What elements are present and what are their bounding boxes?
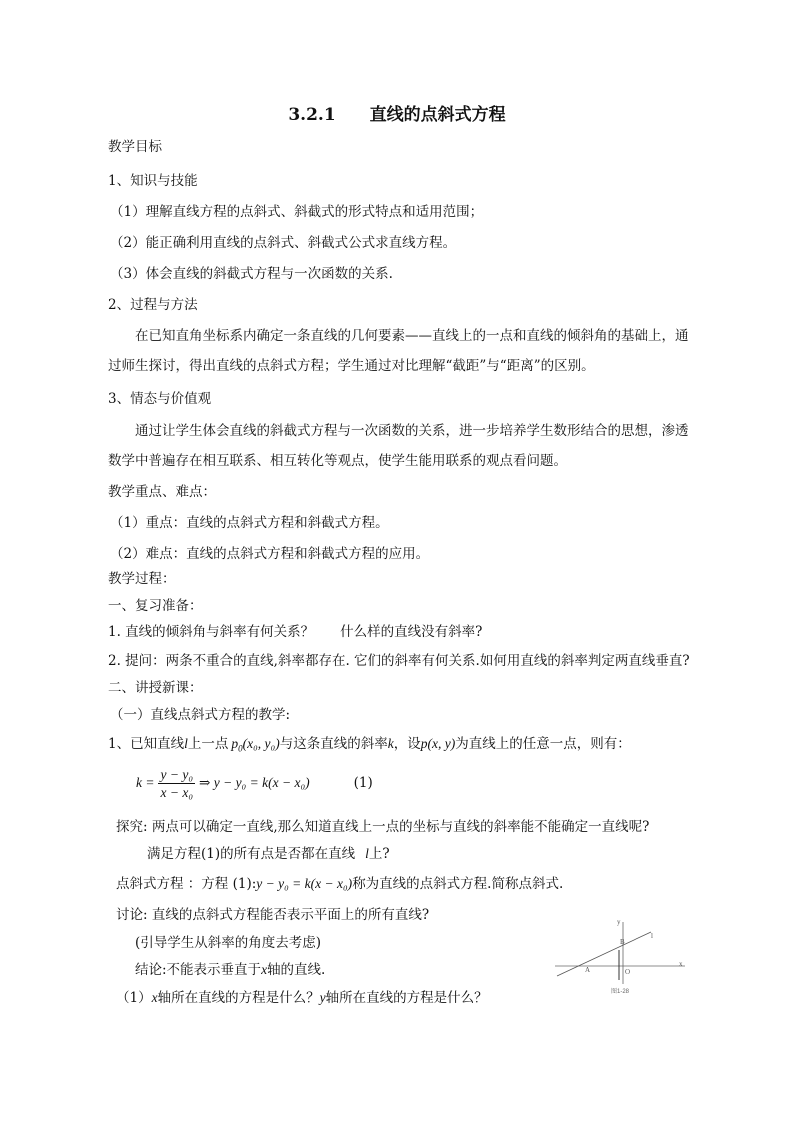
values-para-1: 通过让学生体会直线的斜截式方程与一次函数的关系，进一步培养学生数形结合的思想，渗透: [135, 423, 689, 439]
point-slope-definition: 点斜式方程 ：方程 (1):y − y₀ = k(x − x₀)称为直线的点斜式方程.简称点斜式.: [116, 876, 564, 892]
slope-fraction: $\frac{\text{y − y₀}}{\text{x − x₀}}$: [160, 767, 194, 800]
axis-question: （1）x轴所在直线的方程是什么？y轴所在直线的方程是什么？: [116, 990, 488, 1006]
math-l: l: [184, 736, 188, 751]
coordinate-figure: [555, 914, 695, 996]
objective-3: （3）体会直线的斜截式方程与一次函数的关系.: [110, 266, 393, 282]
fig-o-label: O: [625, 968, 631, 976]
satisfy-question: 满足方程(1)的所有点是否都在直线 l上?: [147, 846, 390, 862]
objective-2: （2）能正确利用直线的点斜式、斜截式公式求直线方程。: [110, 235, 457, 251]
heading-knowledge: 1、知识与技能: [108, 173, 198, 189]
heading-objectives: 教学目标: [108, 139, 162, 155]
heading-new-lesson: 二、讲授新课：: [108, 680, 203, 696]
equation-tag: (1): [353, 775, 373, 791]
page-title: [0, 100, 794, 125]
fig-line-label: l: [651, 932, 653, 940]
fig-b-label: B: [620, 938, 625, 946]
fig-a-label: A: [585, 966, 591, 974]
objective-1: （1）理解直线方程的点斜式、斜截式的形式特点和适用范围；: [110, 204, 484, 220]
heading-review: 一、复习准备：: [108, 598, 203, 614]
math-p0-coord: (x₀, y₀): [242, 736, 280, 751]
discussion-question: 讨论: 直线的点斜式方程能否表示平面上的所有直线?: [116, 907, 430, 923]
fig-y-label: y: [617, 918, 621, 926]
process-para-2: 过师生探讨，得出直线的点斜式方程；学生通过对比理解“截距”与“距离”的区别。: [108, 358, 595, 374]
math-k: k: [387, 736, 394, 751]
values-para-2: 数学中普遍存在相互联系、相互转化等观点，使学生能用联系的观点看问题。: [108, 453, 567, 469]
section-number: 3.2.1: [288, 105, 336, 125]
heading-values: 3、情态与价值观: [108, 391, 212, 407]
review-question-1b: 什么样的直线没有斜率?: [340, 624, 483, 640]
heading-process: 2、过程与方法: [108, 297, 198, 313]
explore-question: 探究: 两点可以确定一直线,那么知道直线上一点的坐标与直线的斜率能不能确定一直线呢?: [116, 819, 650, 835]
given-line-statement: 1、已知直线l上一点 $p_0(x_0$, y₀)与这条直线的斜率k，设p(x, y)为直线上的任意一点，则有：: [108, 736, 631, 754]
review-question-1a: 1. 直线的倾斜角与斜率有何关系？: [108, 624, 315, 640]
conclusion: 结论:不能表示垂直于x轴的直线.: [135, 962, 326, 978]
review-question-2: 2. 提问：两条不重合的直线,斜率都存在. 它们的斜率有何关系.如何用直线的斜率判定两直线垂直?: [108, 653, 690, 669]
review-question-1: [108, 623, 482, 641]
line-l: [557, 932, 651, 976]
subheading-point-slope: （一）直线点斜式方程的教学:: [110, 707, 291, 723]
key-point: （1）重点：直线的点斜式方程和斜截式方程。: [110, 515, 389, 531]
process-para-1: 在已知直角坐标系内确定一条直线的几何要素——直线上的一点和直线的倾斜角的基础上，通: [135, 328, 689, 344]
heading-procedure: 教学过程：: [108, 571, 176, 587]
fig-caption: 图1-28: [611, 989, 630, 995]
difficult-point: （2）难点：直线的点斜式方程和斜截式方程的应用。: [110, 546, 430, 562]
guidance-note: (引导学生从斜率的角度去考虑): [135, 935, 322, 951]
equation-1: k = $\frac{\text{y − y₀}}{\text{x − x₀}}$ ⇒ y − y₀ = k(x − x₀) (1): [136, 767, 373, 800]
math-pxy: p(x, y): [420, 736, 456, 751]
fig-x-label: x: [679, 960, 683, 968]
heading-key-points: 教学重点、难点：: [108, 484, 216, 500]
section-title: 直线的点斜式方程: [369, 105, 506, 125]
